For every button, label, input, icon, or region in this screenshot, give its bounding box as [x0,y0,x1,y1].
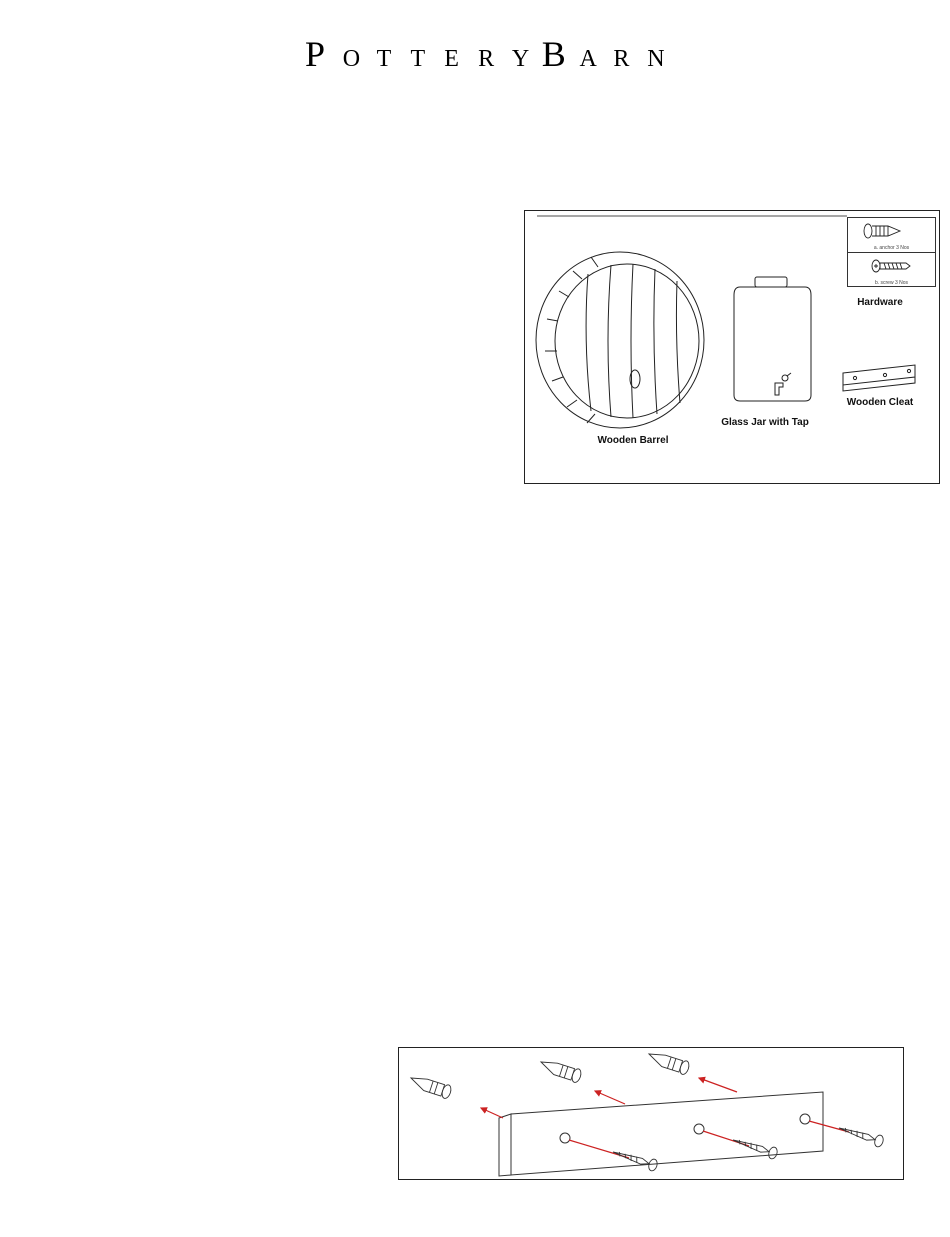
hardware-label: Hardware [857,297,903,308]
logo-letter: B [541,34,566,74]
logo-letter: R [478,46,495,72]
logo-letter: T [376,46,392,72]
logo-letter: R [613,46,630,72]
logo-letter: A [579,46,597,72]
anchor-drawings [408,1049,690,1099]
logo-letter: P [305,34,326,74]
screw-icon [848,253,935,279]
wooden-cleat-label: Wooden Cleat [846,397,914,408]
glass-jar-label: Glass Jar with Tap [721,417,809,428]
pottery-barn-logo [303,34,675,74]
hardware-anchor-cell [848,218,935,253]
hardware-box [847,217,936,287]
anchor-icon [848,218,935,244]
logo-letter: Y [511,46,530,72]
screw-caption: b. screw 3 Nos [874,280,909,286]
cleat-board-drawing [499,1092,823,1176]
direction-arrows [481,1078,849,1158]
parts-diagram-panel [524,210,940,484]
logo-wordmark [303,34,675,74]
wooden-barrel-label: Wooden Barrel [597,435,669,446]
logo-letter: T [410,46,426,72]
logo-letter: O [342,46,361,72]
wooden-cleat-drawing [843,365,915,391]
logo-letter: E [444,46,459,72]
glass-jar-drawing [734,277,811,401]
installation-diagram [399,1048,905,1181]
wooden-barrel-drawing [536,252,704,428]
logo-letter: N [647,46,665,72]
hardware-screw-cell [848,253,935,287]
installation-diagram-panel [398,1047,904,1180]
anchor-caption: a. anchor 3 Nos [873,245,910,251]
